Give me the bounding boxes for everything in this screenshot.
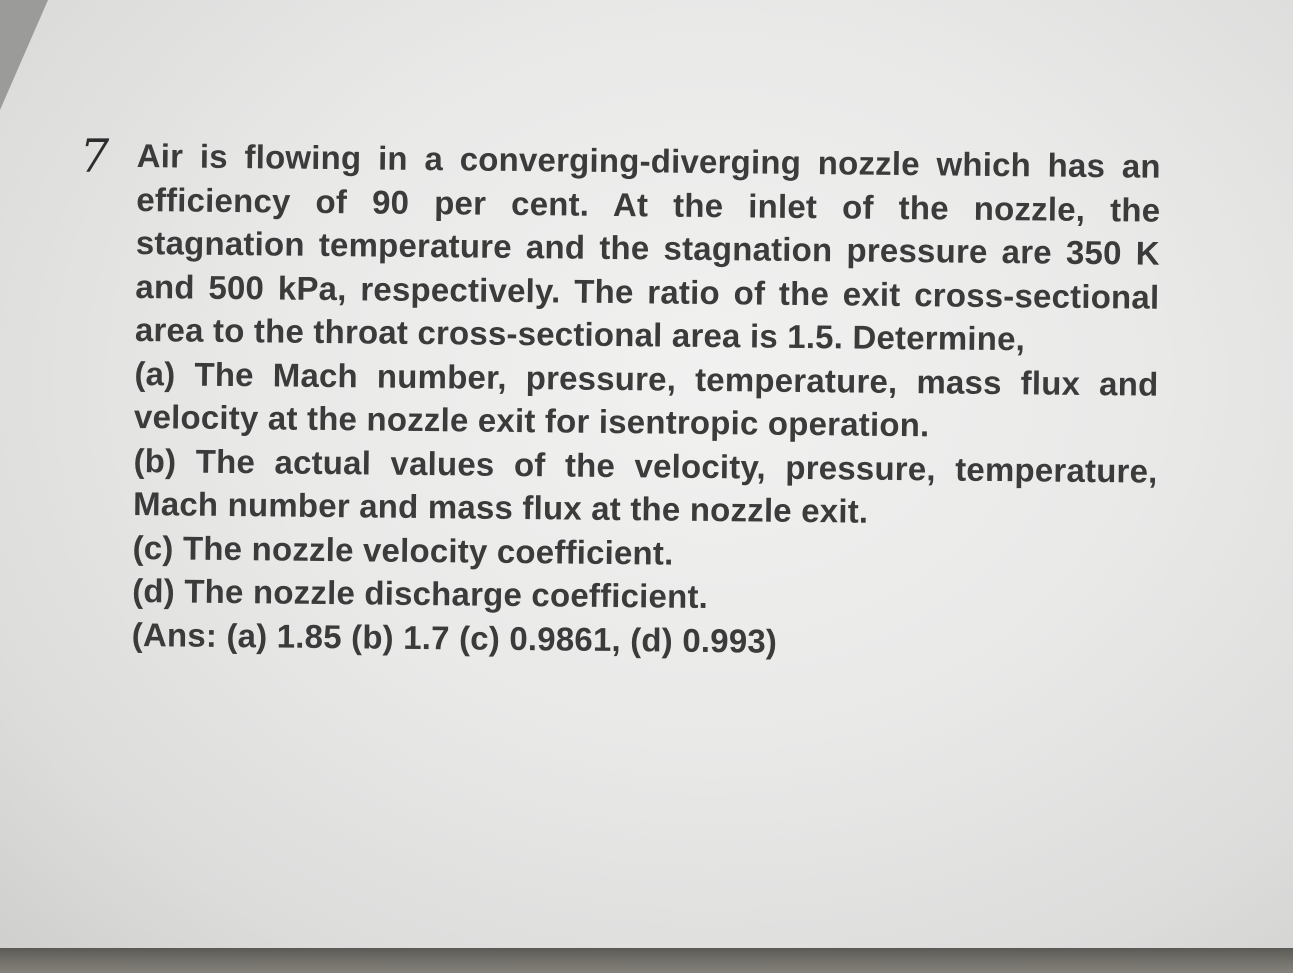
part-d: (d) The nozzle discharge coefficient. (132, 571, 709, 616)
question-body (132, 134, 1161, 667)
part-b: (b) The actual values of the velocity, pressure, temperature, Mach number and mass flux at the nozzle exit. (132, 441, 1158, 530)
page-corner-shadow (0, 0, 48, 110)
question-intro: Air is flowing in a converging-diverging nozzle which has an efficiency of 90 per cent. At the inlet of the nozzle, the stagnation temperature and the stagnation pressure are 350 K and 500 kPa, respectively. The ratio of the exit cross-sectional area to the throat cross-sectional area is 1.5. Determine, (134, 136, 1161, 358)
part-c: (c) The nozzle velocity coefficient. (132, 528, 674, 572)
table-surface (0, 948, 1293, 973)
handwritten-question-number: 7 (80, 129, 110, 183)
answer-line: (Ans: (a) 1.85 (b) 1.7 (c) 0.9861, (d) 0.993) (131, 615, 778, 660)
part-a: (a) The Mach number, pressure, temperature, mass flux and velocity at the nozzle exit for isentropic operation. (133, 354, 1159, 444)
